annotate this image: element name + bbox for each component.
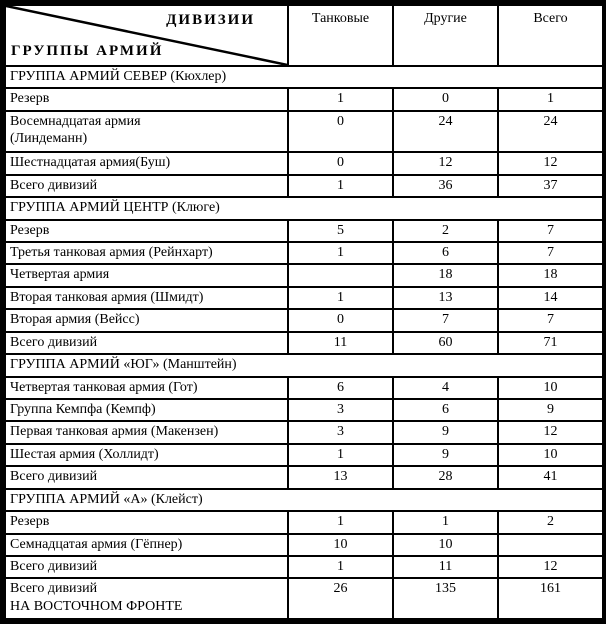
row-label: Первая танковая армия (Макензен) xyxy=(5,421,288,443)
table-row xyxy=(5,399,603,421)
row-label: Вторая армия (Вейсс) xyxy=(5,309,288,331)
cell-other: 60 xyxy=(393,332,498,354)
cell-other: 0 xyxy=(393,88,498,110)
group-header-label: ГРУППА АРМИЙ «А» (Клейст) xyxy=(5,489,603,511)
cell-other: 18 xyxy=(393,264,498,286)
cell-tank: 13 xyxy=(288,466,393,488)
table-row xyxy=(5,287,603,309)
cell-other: 13 xyxy=(393,287,498,309)
cell-tank: 3 xyxy=(288,399,393,421)
cell-total: 14 xyxy=(498,287,603,309)
cell-total: 1 xyxy=(498,88,603,110)
cell-total: 2 xyxy=(498,511,603,533)
column-header-other: Другие xyxy=(393,5,498,66)
table-row xyxy=(5,88,603,110)
row-label: Резерв xyxy=(5,220,288,242)
cell-other: 4 xyxy=(393,377,498,399)
group-header-row-south xyxy=(5,354,603,376)
divisions-table xyxy=(4,4,604,620)
cell-tank: 5 xyxy=(288,220,393,242)
cell-tank: 1 xyxy=(288,88,393,110)
cell-total: 12 xyxy=(498,152,603,174)
cell-tank: 3 xyxy=(288,421,393,443)
cell-tank: 1 xyxy=(288,287,393,309)
grand-total-row xyxy=(5,578,603,619)
table-row xyxy=(5,264,603,286)
table-row xyxy=(5,242,603,264)
row-label-line1: Всего дивизий xyxy=(10,581,98,597)
cell-tank: 11 xyxy=(288,332,393,354)
cell-tank: 10 xyxy=(288,534,393,556)
total-row xyxy=(5,466,603,488)
cell-total: 9 xyxy=(498,399,603,421)
table-row xyxy=(5,152,603,174)
column-header-tank: Танковые xyxy=(288,5,393,66)
row-label: Всего дивизий xyxy=(5,332,288,354)
table-row xyxy=(5,534,603,556)
cell-total xyxy=(498,534,603,556)
cell-total: 12 xyxy=(498,421,603,443)
cell-total: 71 xyxy=(498,332,603,354)
row-label: Группа Кемпфа (Кемпф) xyxy=(5,399,288,421)
row-label: Всего дивизий xyxy=(5,175,288,197)
cell-total: 161 xyxy=(498,578,603,619)
row-label: Шестнадцатая армия(Буш) xyxy=(5,152,288,174)
row-label xyxy=(5,111,288,153)
cell-total: 7 xyxy=(498,309,603,331)
group-header-label: ГРУППА АРМИЙ «ЮГ» (Манштейн) xyxy=(5,354,603,376)
cell-other: 7 xyxy=(393,309,498,331)
table-row xyxy=(5,309,603,331)
cell-total: 37 xyxy=(498,175,603,197)
cell-total: 10 xyxy=(498,444,603,466)
cell-total: 12 xyxy=(498,556,603,578)
cell-tank: 0 xyxy=(288,111,393,153)
total-row xyxy=(5,175,603,197)
group-header-label: ГРУППА АРМИЙ СЕВЕР (Кюхлер) xyxy=(5,66,603,88)
header-row xyxy=(5,5,603,66)
cell-tank: 1 xyxy=(288,444,393,466)
cell-other: 135 xyxy=(393,578,498,619)
cell-other: 36 xyxy=(393,175,498,197)
row-label xyxy=(5,578,288,619)
table-row xyxy=(5,444,603,466)
cell-total: 24 xyxy=(498,111,603,153)
row-label: Всего дивизий xyxy=(5,466,288,488)
cell-total: 18 xyxy=(498,264,603,286)
corner-cell xyxy=(5,5,288,66)
row-label: Резерв xyxy=(5,88,288,110)
cell-other: 11 xyxy=(393,556,498,578)
row-label: Всего дивизий xyxy=(5,556,288,578)
row-label: Шестая армия (Холлидт) xyxy=(5,444,288,466)
group-header-row-a xyxy=(5,489,603,511)
group-header-row-north xyxy=(5,66,603,88)
row-label: Четвертая танковая армия (Гот) xyxy=(5,377,288,399)
cell-tank: 1 xyxy=(288,175,393,197)
cell-tank: 0 xyxy=(288,152,393,174)
column-header-total: Всего xyxy=(498,5,603,66)
table-row xyxy=(5,511,603,533)
row-label: Третья танковая армия (Рейнхарт) xyxy=(5,242,288,264)
row-label-line2: (Линдеманн) xyxy=(10,131,88,147)
row-label: Вторая танковая армия (Шмидт) xyxy=(5,287,288,309)
cell-other: 6 xyxy=(393,242,498,264)
table-row xyxy=(5,111,603,153)
cell-other: 24 xyxy=(393,111,498,153)
cell-other: 1 xyxy=(393,511,498,533)
total-row xyxy=(5,332,603,354)
cell-tank: 1 xyxy=(288,556,393,578)
cell-other: 9 xyxy=(393,421,498,443)
row-label-line1: Восемнадцатая армия xyxy=(10,113,141,129)
table-row xyxy=(5,421,603,443)
cell-tank: 6 xyxy=(288,377,393,399)
cell-tank: 26 xyxy=(288,578,393,619)
cell-total: 41 xyxy=(498,466,603,488)
cell-total: 7 xyxy=(498,242,603,264)
row-label-line2: НА ВОСТОЧНОМ ФРОНТЕ xyxy=(10,598,183,614)
table-row xyxy=(5,220,603,242)
row-label: Четвертая армия xyxy=(5,264,288,286)
cell-other: 9 xyxy=(393,444,498,466)
table-row xyxy=(5,377,603,399)
corner-label-divisions: ДИВИЗИИ xyxy=(166,12,255,28)
row-label: Семнадцатая армия (Гёпнер) xyxy=(5,534,288,556)
cell-tank xyxy=(288,264,393,286)
corner-label-army-groups: ГРУППЫ АРМИЙ xyxy=(11,43,164,60)
cell-tank: 0 xyxy=(288,309,393,331)
cell-other: 2 xyxy=(393,220,498,242)
cell-other: 12 xyxy=(393,152,498,174)
cell-other: 10 xyxy=(393,534,498,556)
cell-total: 10 xyxy=(498,377,603,399)
cell-other: 6 xyxy=(393,399,498,421)
total-row xyxy=(5,556,603,578)
group-header-label: ГРУППА АРМИЙ ЦЕНТР (Клюге) xyxy=(5,197,603,219)
cell-other: 28 xyxy=(393,466,498,488)
cell-tank: 1 xyxy=(288,242,393,264)
row-label: Резерв xyxy=(5,511,288,533)
group-header-row-center xyxy=(5,197,603,219)
cell-tank: 1 xyxy=(288,511,393,533)
cell-total: 7 xyxy=(498,220,603,242)
